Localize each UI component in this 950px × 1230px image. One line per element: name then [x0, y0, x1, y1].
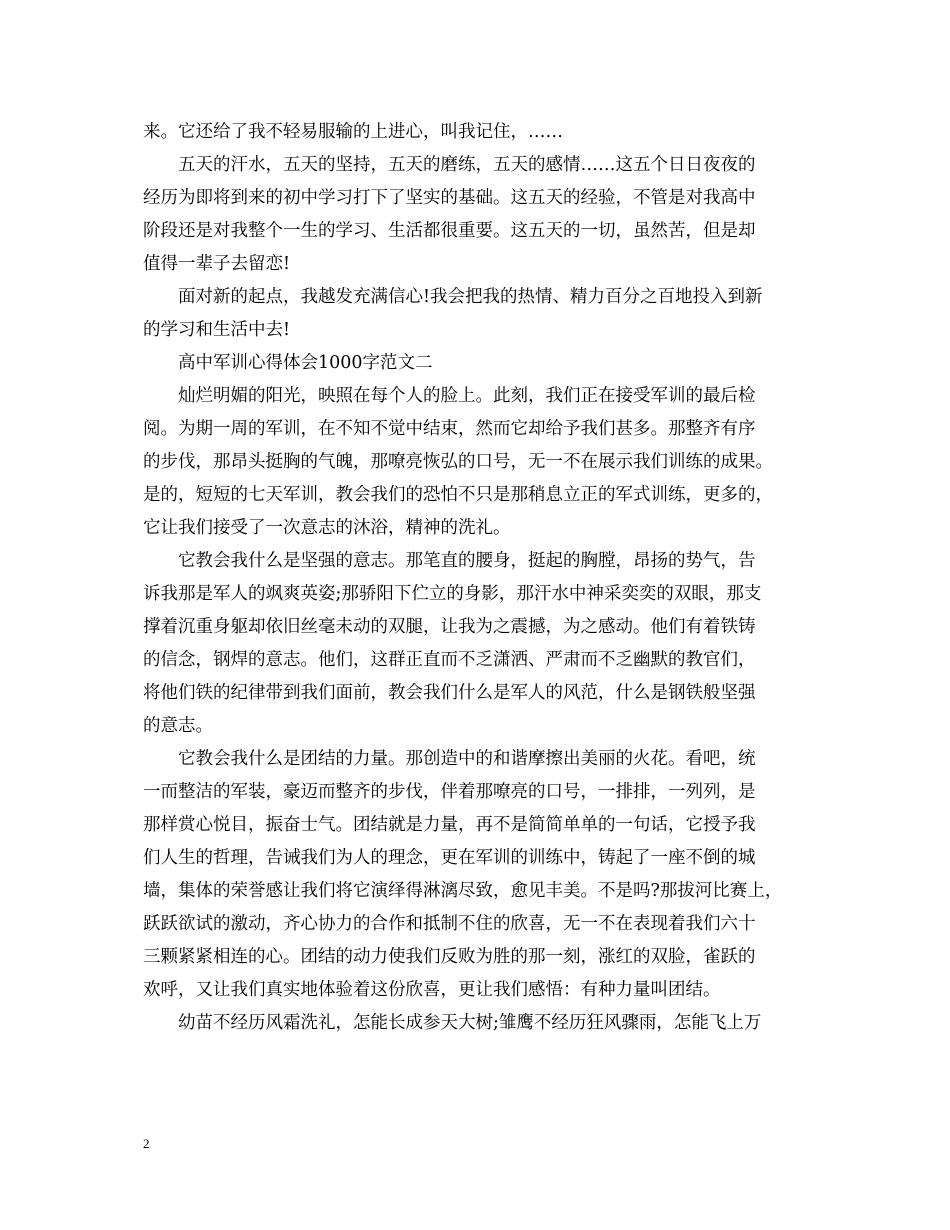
text-line: 诉我那是军人的飒爽英姿;那骄阳下伫立的身影，那汗水中神采奕奕的双眼，那支: [143, 584, 762, 604]
text-line: 的信念，钢焊的意志。他们，这群正直而不乏潇洒、严肃而不乏幽默的教官们，: [143, 650, 756, 670]
text-line: 们人生的哲理，告诫我们为人的理念，更在军训的训练中，铸起了一座不倒的城: [143, 848, 756, 868]
text-line: 来。它还给了我不轻易服输的上进心，叫我记住，……: [143, 122, 563, 142]
text-line: 撑着沉重身躯却依旧丝毫未动的双腿，让我为之震撼，为之感动。他们有着铁铸: [143, 617, 756, 637]
paragraph-start-line: 面对新的起点，我越发充满信心!我会把我的热情、精力百分之百地投入到新: [178, 287, 763, 307]
text-line: 跃跃欲试的激动，齐心协力的合作和抵制不住的欣喜，无一不在表现着我们六十: [143, 914, 756, 934]
paragraph-start-line: 五天的汗水，五天的坚持，五天的磨练，五天的感情……这五个日日夜夜的: [178, 155, 756, 175]
text-line: 三颗紧紧相连的心。团结的动力使我们反败为胜的那一刻，涨红的双脸，雀跃的: [143, 947, 756, 967]
text-line: 阶段还是对我整个一生的学习、生活都很重要。这五天的一切，虽然苦，但是却: [143, 221, 756, 241]
document-body: [143, 116, 823, 1040]
text-line: 墙，集体的荣誉感让我们将它演绎得淋漓尽致，愈见丰美。不是吗?那拔河比赛上，: [143, 881, 783, 901]
text-line: 将他们铁的纪律带到我们面前，教会我们什么是军人的风范，什么是钢铁般坚强: [143, 683, 756, 703]
text-line: 经历为即将到来的初中学习打下了坚实的基础。这五天的经验，不管是对我高中: [143, 188, 756, 208]
text-line: 是的，短短的七天军训，教会我们的恐怕不只是那稍息立正的军式训练，更多的，: [143, 485, 773, 505]
text-line: 阅。为期一周的军训，在不知不觉中结束，然而它却给予我们甚多。那整齐有序: [143, 419, 756, 439]
text-line: 的学习和生活中去!: [143, 320, 291, 340]
paragraph-start-line: 它教会我什么是坚强的意志。那笔直的腰身，挺起的胸膛，昂扬的势气，告: [178, 551, 756, 571]
text-line: 的步伐，那昂头挺胸的气魄，那嘹亮恢弘的口号，无一不在展示我们训练的成果。: [143, 452, 773, 472]
paragraph-start-line: 灿烂明媚的阳光，映照在每个人的脸上。此刻，我们正在接受军训的最后检: [178, 386, 756, 406]
text-line: 一而整洁的军装，豪迈而整齐的步伐，伴着那嘹亮的口号，一排排，一列列，是: [143, 782, 756, 802]
text-line: 的意志。: [143, 716, 213, 736]
text-line: 值得一辈子去留恋!: [143, 254, 291, 274]
text-line: 那样赏心悦目，振奋士气。团结就是力量，再不是简简单单的一句话，它授予我: [143, 815, 756, 835]
text-line: 它让我们接受了一次意志的沐浴，精神的洗礼。: [143, 518, 511, 538]
section-heading: 高中军训心得体会1000字范文二: [178, 353, 433, 373]
paragraph-start-line: 它教会我什么是团结的力量。那创造中的和谐摩擦出美丽的火花。看吧，统: [178, 749, 756, 769]
text-line: 欢呼，又让我们真实地体验着这份欣喜，更让我们感悟：有种力量叫团结。: [143, 980, 721, 1000]
paragraph-start-line: 幼苗不经历风霜洗礼，怎能长成参天大树;雏鹰不经历狂风骤雨，怎能飞上万: [178, 1013, 762, 1033]
page-number: 2: [143, 1136, 150, 1151]
